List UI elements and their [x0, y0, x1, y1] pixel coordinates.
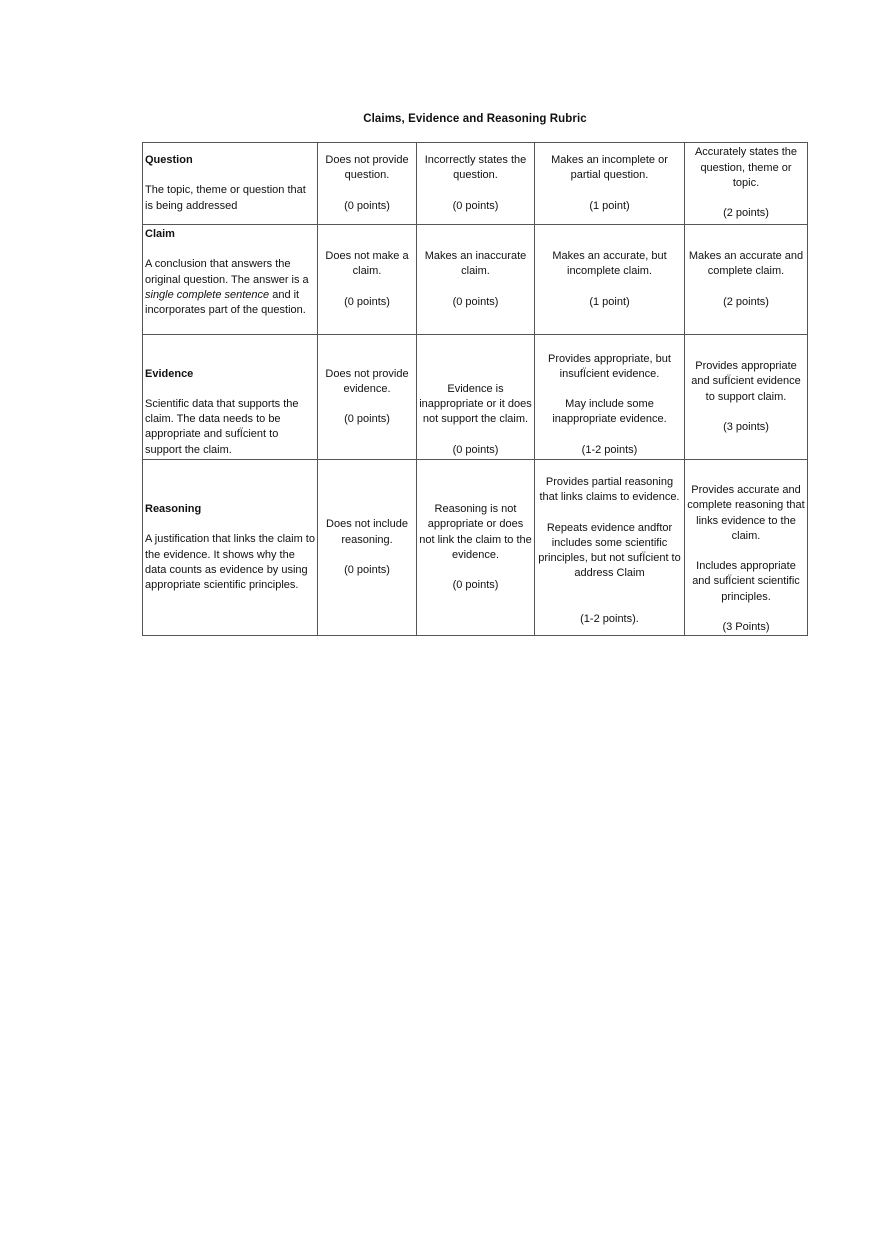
criterion-description: A justification that links the claim to the evidence. It shows why the data counts as evidence by using appropriate scientific principles.: [145, 533, 315, 592]
criterion-cell-claim: [143, 225, 318, 335]
rubric-cell: [685, 335, 808, 460]
cell-points: (2 points): [723, 207, 769, 220]
cell-text-secondary: May include some inappropriate evidence.: [552, 398, 667, 426]
rubric-cell: [318, 225, 417, 335]
cell-points: (1-2 points).: [580, 612, 639, 625]
criterion-cell-question: [143, 143, 318, 225]
rubric-cell: [685, 225, 808, 335]
cell-text: Provides appropriate and sufÏcient evidence to support claim.: [691, 359, 801, 403]
criterion-title: Question: [145, 154, 193, 167]
rubric-cell: [417, 335, 535, 460]
cell-text: Accurately states the question, theme or topic.: [694, 146, 798, 189]
rubric-cell: [417, 143, 535, 225]
criterion-cell-reasoning: [143, 460, 318, 636]
rubric-cell: [535, 335, 685, 460]
cell-points: (1 point): [589, 199, 630, 212]
cell-points: (0 points): [452, 579, 499, 592]
cell-points: (0 points): [452, 443, 499, 456]
criterion-title: Evidence: [145, 367, 194, 380]
criterion-description: Scientific data that supports the claim. The data needs to be appropriate and sufÏcient to support the claim.: [145, 397, 299, 456]
table-row: [143, 143, 808, 225]
cell-text: Does not provide evidence.: [325, 367, 409, 395]
cell-text: Makes an incomplete or partial question.: [551, 154, 668, 182]
cell-text: Does not make a claim.: [325, 250, 409, 278]
criterion-cell-evidence: [143, 335, 318, 460]
cell-text-secondary: Repeats evidence andftor includes some scientific principles, but not sufÏcient to address Claim: [538, 521, 681, 580]
rubric-cell: [318, 460, 417, 636]
criterion-title: Reasoning: [145, 502, 202, 515]
cell-text: Provides accurate and complete reasoning that links evidence to the claim.: [687, 484, 805, 542]
criterion-description-part: A conclusion that answers the original question. The answer is a: [145, 258, 309, 286]
cell-points: (0 points): [452, 295, 499, 308]
rubric-cell: [417, 460, 535, 636]
page-title: Claims, Evidence and Reasoning Rubric: [363, 113, 587, 125]
criterion-description-emphasis: single complete sentence: [145, 288, 270, 301]
cell-text: Does not include reasoning.: [326, 518, 408, 546]
criterion-title: Claim: [145, 228, 175, 240]
criterion-description-part: and it incorporates part of the question.: [145, 288, 306, 317]
cell-points: (0 points): [344, 413, 390, 426]
cell-points: (0 points): [344, 563, 390, 576]
rubric-cell: [535, 225, 685, 335]
rubric-cell: [685, 143, 808, 225]
cell-points: (0 points): [344, 199, 390, 212]
cell-text-secondary: Includes appropriate and sufÏcient scientific principles.: [692, 560, 800, 603]
rubric-cell: [318, 335, 417, 460]
cell-points: (1 point): [589, 295, 630, 308]
cell-points: (0 points): [452, 199, 499, 212]
cell-points: (3 points): [723, 420, 769, 433]
rubric-table: [142, 142, 808, 636]
cell-points: (0 points): [344, 295, 390, 308]
cell-text: Evidence is inappropriate or it does not support the claim.: [419, 382, 532, 426]
rubric-cell: [417, 225, 535, 335]
table-row: [143, 225, 808, 335]
criterion-description: The topic, theme or question that is being addressed: [145, 184, 306, 212]
rubric-cell: [535, 460, 685, 636]
table-row: [143, 335, 808, 460]
cell-points: (3 Points): [722, 621, 770, 634]
criterion-description: [145, 257, 315, 318]
rubric-cell: [535, 143, 685, 225]
cell-text: Makes an accurate and complete claim.: [688, 250, 804, 278]
table-row: [143, 460, 808, 636]
cell-points: (1-2 points): [581, 443, 638, 456]
cell-text: Does not provide question.: [325, 154, 409, 182]
cell-text: Makes an accurate, but incomplete claim.: [552, 250, 667, 278]
cell-text: Incorrectly states the question.: [424, 154, 527, 182]
rubric-cell: [318, 143, 417, 225]
cell-text: Makes an inaccurate claim.: [424, 250, 527, 278]
cell-text: Provides partial reasoning that links claims to evidence.: [539, 476, 680, 504]
cell-points: (2 points): [723, 295, 769, 308]
rubric-cell: [685, 460, 808, 636]
cell-text: Provides appropriate, but insufÏcient evidence.: [548, 352, 671, 380]
cell-text: Reasoning is not appropriate or does not link the claim to the evidence.: [419, 502, 532, 561]
